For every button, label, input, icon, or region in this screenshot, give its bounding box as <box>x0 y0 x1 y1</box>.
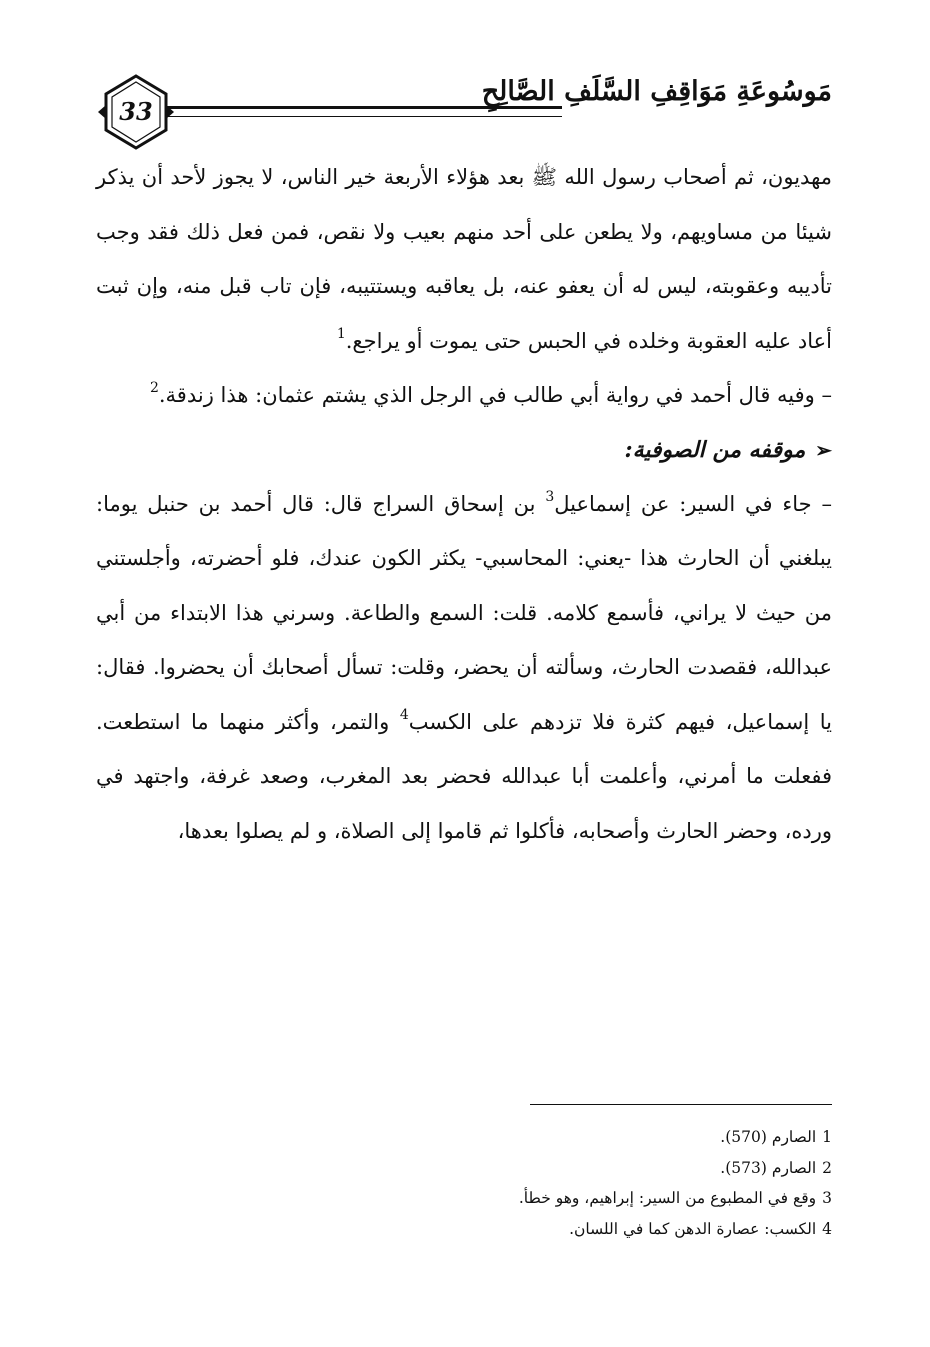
page-number-badge <box>96 72 176 152</box>
footnote-ref[interactable]: 1 <box>336 325 346 342</box>
page-number: 33 <box>119 97 153 126</box>
footnote <box>380 1153 832 1184</box>
paragraph <box>96 477 832 859</box>
footnote-divider <box>530 1104 832 1105</box>
footnote-ref[interactable]: 2 <box>149 380 159 396</box>
paragraph-text: مهديون، ثم أصحاب رسول الله ﷺ بعد هؤلاء الأربعة خير الناس، لا يجوز لأحد أن يذكر شيئا من مساويهم، ولا يطعن على أحد منهم بعيب ولا نقص، فمن فعل ذلك فقد وجب تأديبه وعقوبته، ليس له أن يعفو عنه، بل يعاقبه ويستتيبه، فإن تاب قبل منه، وإن ثبت أعاد عليه العقوبة وخلده في الحبس حتى يموت أو يراجع. <box>96 165 832 353</box>
book-title: مَوسُوعَةِ مَوَاقِفِ السَّلَفِ الصَّالِحِ <box>481 76 832 107</box>
paragraph <box>96 150 832 368</box>
paragraph-text: والتمر، وأكثر منهما ما استطعت. ففعلت ما أمرني، وأعلمت أبا عبدالله فحضر بعد المغرب، وصعد غرفة، واجتهد في ورده، وحضر الحارث وأصحابه، فأكلوا ثم قاموا إلى الصلاة، و لم يصلوا بعدها، <box>96 709 832 843</box>
footnote-ref[interactable]: 3 <box>545 488 555 505</box>
footnote-number: 1 <box>822 1128 832 1146</box>
footnote-number: 2 <box>822 1158 832 1177</box>
page-header <box>96 72 832 152</box>
footnote-text: وقع في المطبوع من السير: إبراهيم، وهو خطأ. <box>518 1189 817 1207</box>
footnote-number: 3 <box>822 1189 832 1207</box>
footnote-text: الكسب: عصارة الدهن كما في اللسان. <box>569 1219 817 1238</box>
footnote-text: الصارم (570). <box>720 1128 817 1146</box>
section-heading-text: موقفه من الصوفية: <box>624 436 806 463</box>
footnote <box>380 1214 832 1245</box>
footnote-number: 4 <box>822 1219 832 1238</box>
paragraph-text: – وفيه قال أحمد في رواية أبي طالب في الرجل الذي يشتم عثمان: هذا زندقة. <box>158 383 832 407</box>
main-text <box>96 150 832 858</box>
footnote-ref[interactable]: 4 <box>399 706 409 723</box>
paragraph-text: – جاء في السير: عن إسماعيل <box>554 491 832 516</box>
header-divider <box>166 106 562 117</box>
paragraph <box>96 368 832 423</box>
section-heading <box>96 423 832 477</box>
footnote <box>380 1122 832 1153</box>
footnote-text: الصارم (573). <box>720 1158 817 1177</box>
arrow-bullet-icon: ➢ <box>815 437 832 462</box>
paragraph-text: بن إسحاق السراج قال: قال أحمد بن حنبل يوما: يبلغني أن الحارث هذا -يعني: المحاسبي- يكثر الكون عندك، فلو أحضرته، وأجلستني من حيث لا يراني، فأسمع كلامه. قلت: السمع والطاعة. وسرني هذا الابتداء من أبي عبدالله، فقصدت الحارث، وسألته أن يحضر، وقلت: تسأل أصحابك أن يحضروا. فقال: يا إسماعيل، فيهم كثرة فلا تزدهم على الكسب <box>96 491 832 734</box>
footnotes <box>380 1122 832 1244</box>
footnote <box>380 1183 832 1214</box>
